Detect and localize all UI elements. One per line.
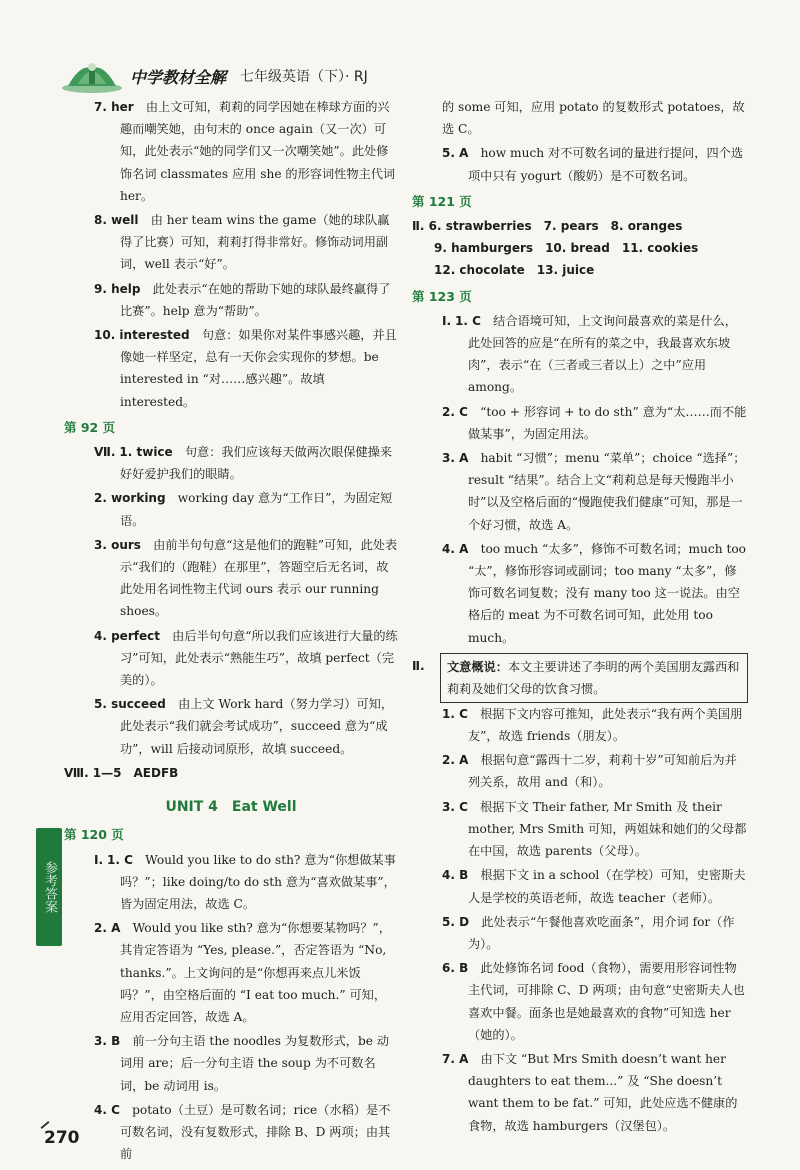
page-reference: 第 92 页 <box>64 419 116 435</box>
answer-item <box>64 441 398 485</box>
answer-explanation: Would you like sth? 意为“你想要某物吗？”，其肯定答语为 “Yes, please.”，否定答语为 “No, thanks.”。上文询问的是“你想再来点儿米饭吗？”，由空格后面的 “I eat too much.” 可知，应用否定回答，故选 A。 <box>120 921 391 1024</box>
answer-key: 6. B <box>442 961 469 976</box>
answer-item <box>412 142 748 186</box>
answer-explanation: habit “习惯”；menu “菜单”；choice “选择”；result “结果”。结合上文“莉莉总是每天慢跑半小时”以及空格后面的“慢跑使我们健康”可知，那是一个好习惯，故选 A。 <box>468 451 746 532</box>
series-title: 中学教材全解 <box>130 67 227 87</box>
answer-item <box>412 447 748 536</box>
answer-item <box>412 401 748 445</box>
answer-item <box>412 538 748 649</box>
right-column <box>412 96 748 1139</box>
answer-explanation: working day 意为“工作日”，为固定短语。 <box>120 491 393 528</box>
answer-key: 5. succeed <box>94 697 166 712</box>
answer-item <box>64 1030 398 1097</box>
answer-explanation: Would you like to do sth? 意为“你想做某事吗？”；like doing/to do sth 意为“喜欢做某事”，皆为固定用法，故选 C。 <box>120 852 396 911</box>
answer-explanation: 由后半句句意“所以我们应该进行大量的练习”可知，此处表示“熟能生巧”，故填 perfect（完美的）。 <box>120 628 398 688</box>
answer-key: 2. A <box>442 753 469 768</box>
answer-explanation: 由上文可知，莉莉的同学因她在棒球方面的兴趣而嘲笑她，由句末的 once again（又一次）可知，此处表示“她的同学们又一次嘲笑她”。此处修饰名词 classmates 应用 she 的形容词性物主代词 her。 <box>120 100 396 203</box>
answer-item <box>64 96 398 207</box>
answer-item <box>64 324 398 413</box>
answer-item <box>412 310 748 399</box>
answer-explanation: 此处表示“在她的帮助下她的球队最终赢得了比赛”。help 意为“帮助”。 <box>120 281 391 318</box>
page-header <box>60 58 368 94</box>
section-number: Ⅱ. <box>412 658 425 673</box>
page-reference: 第 123 页 <box>412 288 472 304</box>
answer-explanation: 此处修饰名词 food（食物），需要用形容词性物主代词，可排除 C、D 两项；由句意“史密斯夫人也喜欢中餐。面条也是她最喜欢的食物”可知选 her（她的）。 <box>468 961 745 1042</box>
answer-key: 4. C <box>94 1102 120 1117</box>
summary-block <box>412 653 748 703</box>
answer-item <box>64 209 398 276</box>
answer-item <box>64 693 398 760</box>
answer-explanation: 由下文 “But Mrs Smith doesn’t want her daughters to eat them...” 及 “She doesn’t want them to be fat.” 可知，此处应选不健康的食物，故选 hamburgers（汉堡包）。 <box>468 1051 738 1133</box>
answer-explanation: 根据下文内容可推知，此处表示“我有两个美国朋友”，故选 friends（朋友）。 <box>468 706 743 744</box>
answer-key: 3. B <box>94 1034 121 1049</box>
answer-explanation: too much “太多”，修饰不可数名词；much too “太”，修饰形容词或副词；too many “太多”，修饰可数名词复数；没有 many too 这一说法。由空格后的 meat 为不可数名词可知，此处用 too much。 <box>468 541 747 645</box>
section-number: Ⅰ. <box>442 313 452 328</box>
answer-key: 7. A <box>442 1051 469 1066</box>
answer-item <box>412 957 748 1046</box>
answer-item <box>64 849 398 916</box>
unit-title: UNIT 4 Eat Well <box>165 799 297 816</box>
answer-key: 2. working <box>94 491 166 506</box>
answer-key: 1. C <box>107 852 133 867</box>
book-subtitle: 七年级英语（下）· RJ <box>240 69 368 85</box>
answer-key: 9. help <box>94 281 141 296</box>
continued-text: 的 some 可知，应用 potato 的复数形式 potatoes，故选 C。 <box>442 100 745 137</box>
section-number: Ⅶ. <box>94 445 116 460</box>
answer-item <box>412 1048 748 1137</box>
answer-key: 3. C <box>442 799 468 814</box>
answer-key: 5. D <box>442 914 470 929</box>
answer-key: 2. C <box>442 404 468 419</box>
reference-answer-tab: 参考答案 <box>36 828 62 946</box>
answer-item <box>64 1099 398 1166</box>
answer-explanation: how much 对不可数名词的量进行提问，四个选项中只有 yogurt（酸奶）是不可数名词。 <box>468 146 744 183</box>
answer-explanation: 前一分句主语 the noodles 为复数形式，be 动词用 are；后一分句主语 the soup 为不可数名词，be 动词用 is。 <box>120 1034 390 1093</box>
answer-key: 7. her <box>94 100 134 114</box>
section-answers-viii: Ⅷ. 1—5 AEDFB <box>64 765 179 780</box>
left-column <box>64 96 398 1167</box>
answer-item <box>64 534 398 623</box>
answer-explanation: 由 her team wins the game（她的球队赢得了比赛）可知，莉莉打得非常好。修饰动词用副词，well 表示“好”。 <box>120 213 390 272</box>
answer-explanation: 由前半句句意“这是他们的跑鞋”可知，此处表示“我们的（跑鞋）在那里”，答题空后无名词，故此处用名词性物主代词 ours 表示 our running shoes。 <box>120 537 398 619</box>
answer-item <box>412 796 748 863</box>
answer-key: 1. twice <box>119 445 173 460</box>
answer-key: 2. A <box>94 921 121 936</box>
answer-item <box>412 703 748 747</box>
answer-explanation: “too + 形容词 + to do sth” 意为“太……而不能做某事”，为固定用法。 <box>468 404 747 441</box>
page-reference: 第 121 页 <box>412 193 472 209</box>
answer-explanation: 由上文 Work hard（努力学习）可知，此处表示“我们就会考试成功”，succeed 意为“成功”，will 后接动词原形，故填 succeed。 <box>120 697 394 756</box>
answer-line: 9. hamburgers 10. bread 11. cookies <box>434 241 699 256</box>
answer-key: 5. A <box>442 146 469 161</box>
answer-item <box>64 625 398 692</box>
answer-line: Ⅱ. 6. strawberries 7. pears 8. oranges <box>412 219 683 234</box>
summary-label: 文意概说： <box>447 659 508 674</box>
answer-key: 1. C <box>442 706 468 721</box>
page-number: 270 <box>44 1128 80 1148</box>
answer-explanation: 根据下文 Their father, Mr Smith 及 their mother, Mrs Smith 可知，两姐妹和她们的父母都在中国，故选 parents（父母）。 <box>468 799 747 859</box>
answer-explanation: 此处表示“午餐他喜欢吃面条”，用介词 for（作为）。 <box>468 914 735 951</box>
answer-key: 1. C <box>455 313 481 328</box>
answer-explanation: 句意：如果你对某件事感兴趣，并且像她一样坚定，总有一天你会实现你的梦想。be interested in “对……感兴趣”。故填 interested。 <box>120 328 397 409</box>
answer-explanation: 根据句意“露西十二岁，莉莉十岁”可知前后为并列关系，故用 and（和）。 <box>468 753 737 790</box>
summary-box <box>440 653 748 703</box>
answer-explanation: 句意：我们应该每天做两次眼保健操来好好爱护我们的眼睛。 <box>120 445 393 482</box>
answer-explanation: 根据下文 in a school（在学校）可知，史密斯夫人是学校的英语老师，故选 teacher（老师）。 <box>468 868 746 905</box>
book-logo-icon <box>60 58 124 94</box>
summary-text: 本文主要讲述了李明的两个美国朋友露西和莉莉及她们父母的饮食习惯。 <box>447 659 740 696</box>
section-number: Ⅰ. <box>94 852 104 867</box>
answer-explanation: 结合语境可知，上文询问最喜欢的菜是什么，此处回答的应是“在所有的菜之中，我最喜欢东坡肉”，表示“在（三者或三者以上）之中”应用 among。 <box>468 313 737 395</box>
answer-item <box>64 917 398 1028</box>
answer-item <box>412 864 748 908</box>
answer-item <box>64 487 398 531</box>
answer-key: 3. ours <box>94 537 141 552</box>
answer-key: 4. perfect <box>94 628 160 643</box>
answer-item <box>412 749 748 793</box>
answer-explanation: potato（土豆）是可数名词；rice（水稻）是不可数名词，没有复数形式，排除 B、D 两项；由其前 <box>120 1102 391 1162</box>
answer-item <box>64 278 398 322</box>
answer-key: 10. interested <box>94 328 190 343</box>
page-reference: 第 120 页 <box>64 827 124 843</box>
answer-key: 4. A <box>442 541 469 556</box>
answer-key: 4. B <box>442 868 469 883</box>
answer-line: 12. chocolate 13. juice <box>434 263 595 278</box>
answer-key: 3. A <box>442 451 469 466</box>
answer-key: 8. well <box>94 213 139 228</box>
answer-item <box>412 911 748 955</box>
